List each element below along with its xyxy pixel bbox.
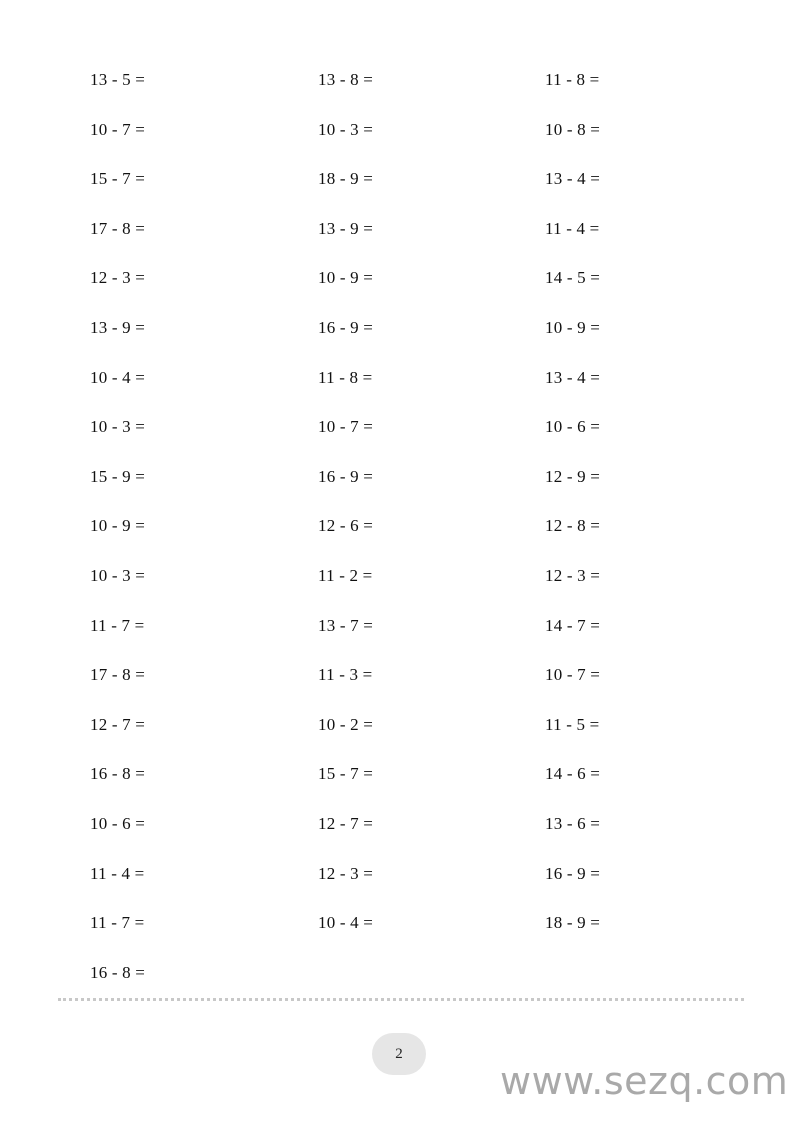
math-problem: 10 - 7 = (545, 665, 601, 684)
math-problem: 18 - 9 = (545, 913, 601, 932)
math-problem: 13 - 8 = (318, 70, 374, 89)
math-problem: 17 - 8 = (90, 219, 146, 238)
math-problem: 12 - 3 = (545, 566, 601, 585)
math-problem: 10 - 3 = (90, 566, 146, 585)
math-problem: 11 - 7 = (90, 913, 145, 932)
math-problem: 10 - 9 = (90, 516, 146, 535)
math-problem: 11 - 8 = (318, 368, 373, 387)
math-problem: 16 - 8 = (90, 764, 146, 783)
math-problem: 11 - 3 = (318, 665, 373, 684)
math-problem: 10 - 9 = (545, 318, 601, 337)
math-problem: 13 - 9 = (318, 219, 374, 238)
math-problem: 13 - 9 = (90, 318, 146, 337)
math-problem: 18 - 9 = (318, 169, 374, 188)
math-problem: 13 - 5 = (90, 70, 146, 89)
math-problem: 11 - 5 = (545, 715, 600, 734)
math-problem: 16 - 8 = (90, 963, 146, 982)
math-problem: 13 - 4 = (545, 169, 601, 188)
math-problem: 11 - 2 = (318, 566, 373, 585)
page-number-badge: 2 (372, 1033, 426, 1075)
math-problem: 10 - 6 = (545, 417, 601, 436)
math-problem: 10 - 4 = (318, 913, 374, 932)
math-problem: 12 - 6 = (318, 516, 374, 535)
math-problem: 11 - 4 = (545, 219, 600, 238)
math-problem: 12 - 3 = (318, 864, 374, 883)
math-problem: 12 - 7 = (90, 715, 146, 734)
math-problem: 11 - 4 = (90, 864, 145, 883)
math-problem: 12 - 8 = (545, 516, 601, 535)
math-problem: 11 - 7 = (90, 616, 145, 635)
math-problem: 10 - 9 = (318, 268, 374, 287)
math-problem: 14 - 5 = (545, 268, 601, 287)
math-problem: 10 - 7 = (90, 120, 146, 139)
math-problem: 13 - 6 = (545, 814, 601, 833)
site-watermark: www.sezq.com (500, 1059, 789, 1103)
math-problem: 12 - 7 = (318, 814, 374, 833)
math-problem: 11 - 8 = (545, 70, 600, 89)
math-problem: 16 - 9 = (545, 864, 601, 883)
math-problem: 10 - 4 = (90, 368, 146, 387)
math-problem: 13 - 7 = (318, 616, 374, 635)
math-problem: 14 - 7 = (545, 616, 601, 635)
math-problem: 10 - 3 = (318, 120, 374, 139)
dotted-divider (58, 998, 744, 1001)
math-problem: 10 - 6 = (90, 814, 146, 833)
math-problem: 10 - 8 = (545, 120, 601, 139)
math-problem: 15 - 9 = (90, 467, 146, 486)
math-problem: 15 - 7 = (90, 169, 146, 188)
math-problem: 10 - 3 = (90, 417, 146, 436)
math-problem: 10 - 7 = (318, 417, 374, 436)
math-problem: 12 - 3 = (90, 268, 146, 287)
math-problem: 13 - 4 = (545, 368, 601, 387)
math-problem: 16 - 9 = (318, 318, 374, 337)
math-problem: 10 - 2 = (318, 715, 374, 734)
math-problem: 15 - 7 = (318, 764, 374, 783)
math-problem: 12 - 9 = (545, 467, 601, 486)
math-problem: 17 - 8 = (90, 665, 146, 684)
math-problem: 14 - 6 = (545, 764, 601, 783)
math-problem: 16 - 9 = (318, 467, 374, 486)
